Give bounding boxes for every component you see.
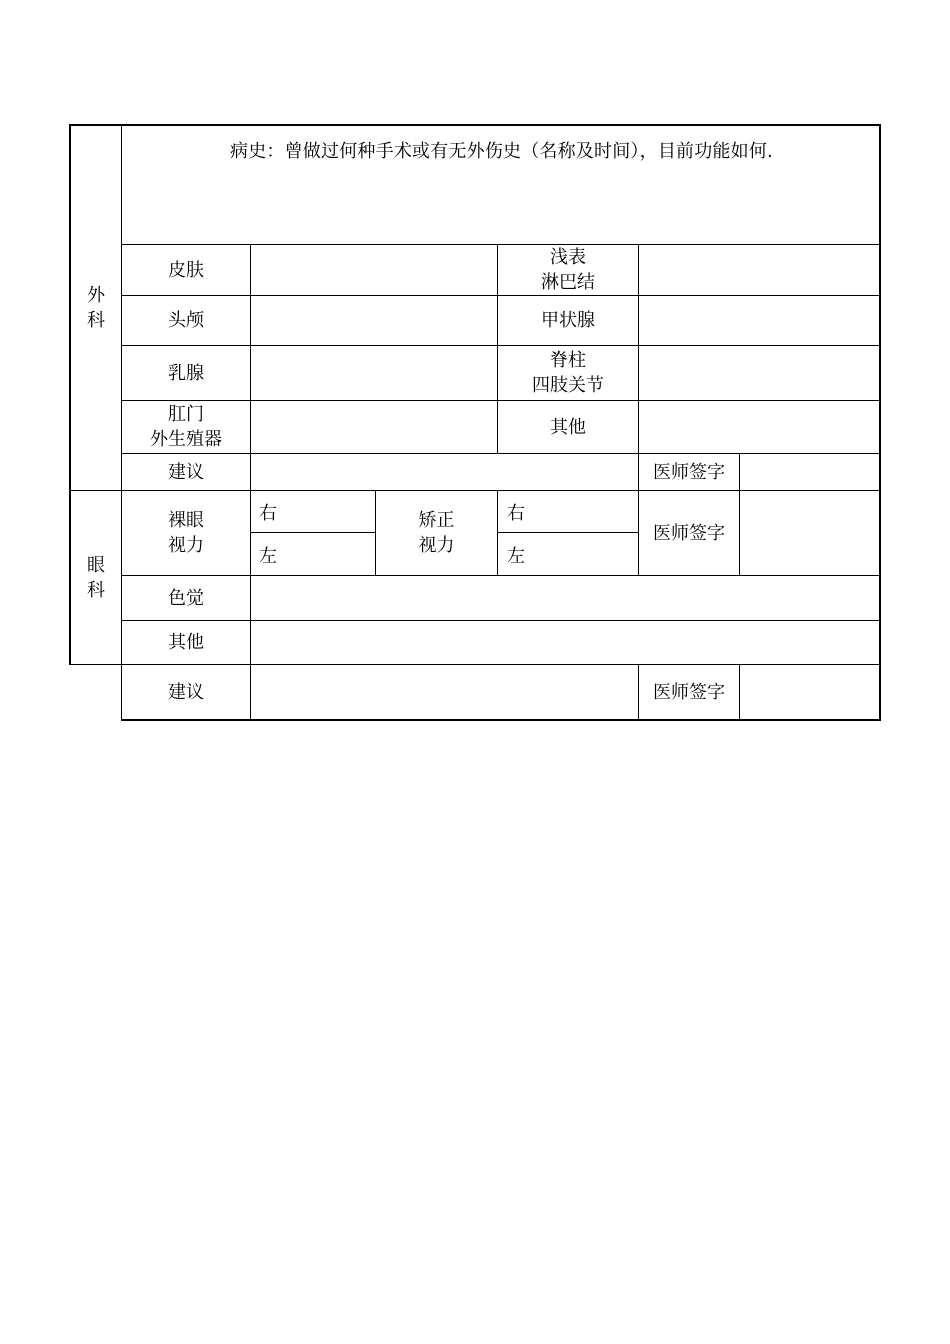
color-vision-label: 色觉: [168, 587, 204, 609]
surgery-doctor-sign-field[interactable]: [740, 454, 879, 490]
naked-left-field[interactable]: [286, 533, 375, 575]
breast-field[interactable]: [251, 346, 497, 400]
head-label: 头颅: [168, 310, 204, 331]
thyroid-field[interactable]: [639, 296, 879, 345]
corrected-left-field[interactable]: [532, 533, 638, 575]
corrected-left-label: 左: [507, 546, 525, 567]
lymph-node-label: 浅表 淋巴结: [541, 247, 595, 293]
surgery-history-field[interactable]: [122, 170, 879, 244]
spine-limbs-label: 脊柱 四肢关节: [532, 350, 604, 396]
eye-advice-label: 建议: [168, 681, 204, 703]
vision-right-divider: [497, 490, 498, 576]
eye-doctor-sign-label-bottom: 医师签字: [653, 681, 725, 703]
eye-advice-field[interactable]: [251, 665, 638, 719]
head-field[interactable]: [251, 296, 497, 345]
breast-label: 乳腺: [168, 362, 204, 384]
eye-other-field[interactable]: [251, 621, 879, 664]
surgery-section-label: 外 科: [87, 285, 105, 331]
eye-doctor-sign-field[interactable]: [740, 491, 879, 575]
surgery-advice-field[interactable]: [251, 454, 638, 490]
top-border: [69, 124, 881, 126]
anus-genital-label: 肛门 外生殖器: [150, 404, 222, 450]
skin-field[interactable]: [251, 245, 497, 295]
bottom-border: [121, 719, 881, 721]
outer-right-border: [879, 125, 881, 721]
surgery-advice-label: 建议: [168, 461, 204, 483]
corrected-vision-label: 矫正 视力: [418, 510, 455, 556]
ophthalmology-section-label: 眼 科: [87, 554, 105, 601]
anus-genital-field[interactable]: [251, 401, 497, 453]
color-vision-field[interactable]: [251, 576, 879, 620]
skin-label: 皮肤: [168, 259, 204, 281]
thyroid-label: 甲状腺: [541, 310, 595, 331]
corrected-right-label: 右: [507, 503, 525, 524]
corrected-right-field[interactable]: [532, 491, 638, 532]
surgery-other-label: 其他: [550, 416, 586, 438]
surgery-other-field[interactable]: [639, 401, 879, 453]
naked-right-field[interactable]: [286, 491, 375, 532]
naked-left-label: 左: [259, 546, 277, 567]
naked-right-label: 右: [259, 503, 277, 524]
surgery-doctor-sign-label: 医师签字: [653, 461, 725, 483]
eye-other-label: 其他: [168, 632, 204, 653]
eye-doctor-sign-field-bottom[interactable]: [740, 665, 879, 719]
eye-doctor-sign-label: 医师签字: [653, 522, 725, 544]
naked-vision-label: 裸眼 视力: [168, 510, 204, 556]
lymph-node-field[interactable]: [639, 245, 879, 295]
surgery-history-prompt: 病史：曾做过何种手术或有无外伤史（名称及时间），目前功能如何.: [230, 141, 773, 162]
spine-limbs-field[interactable]: [639, 346, 879, 400]
